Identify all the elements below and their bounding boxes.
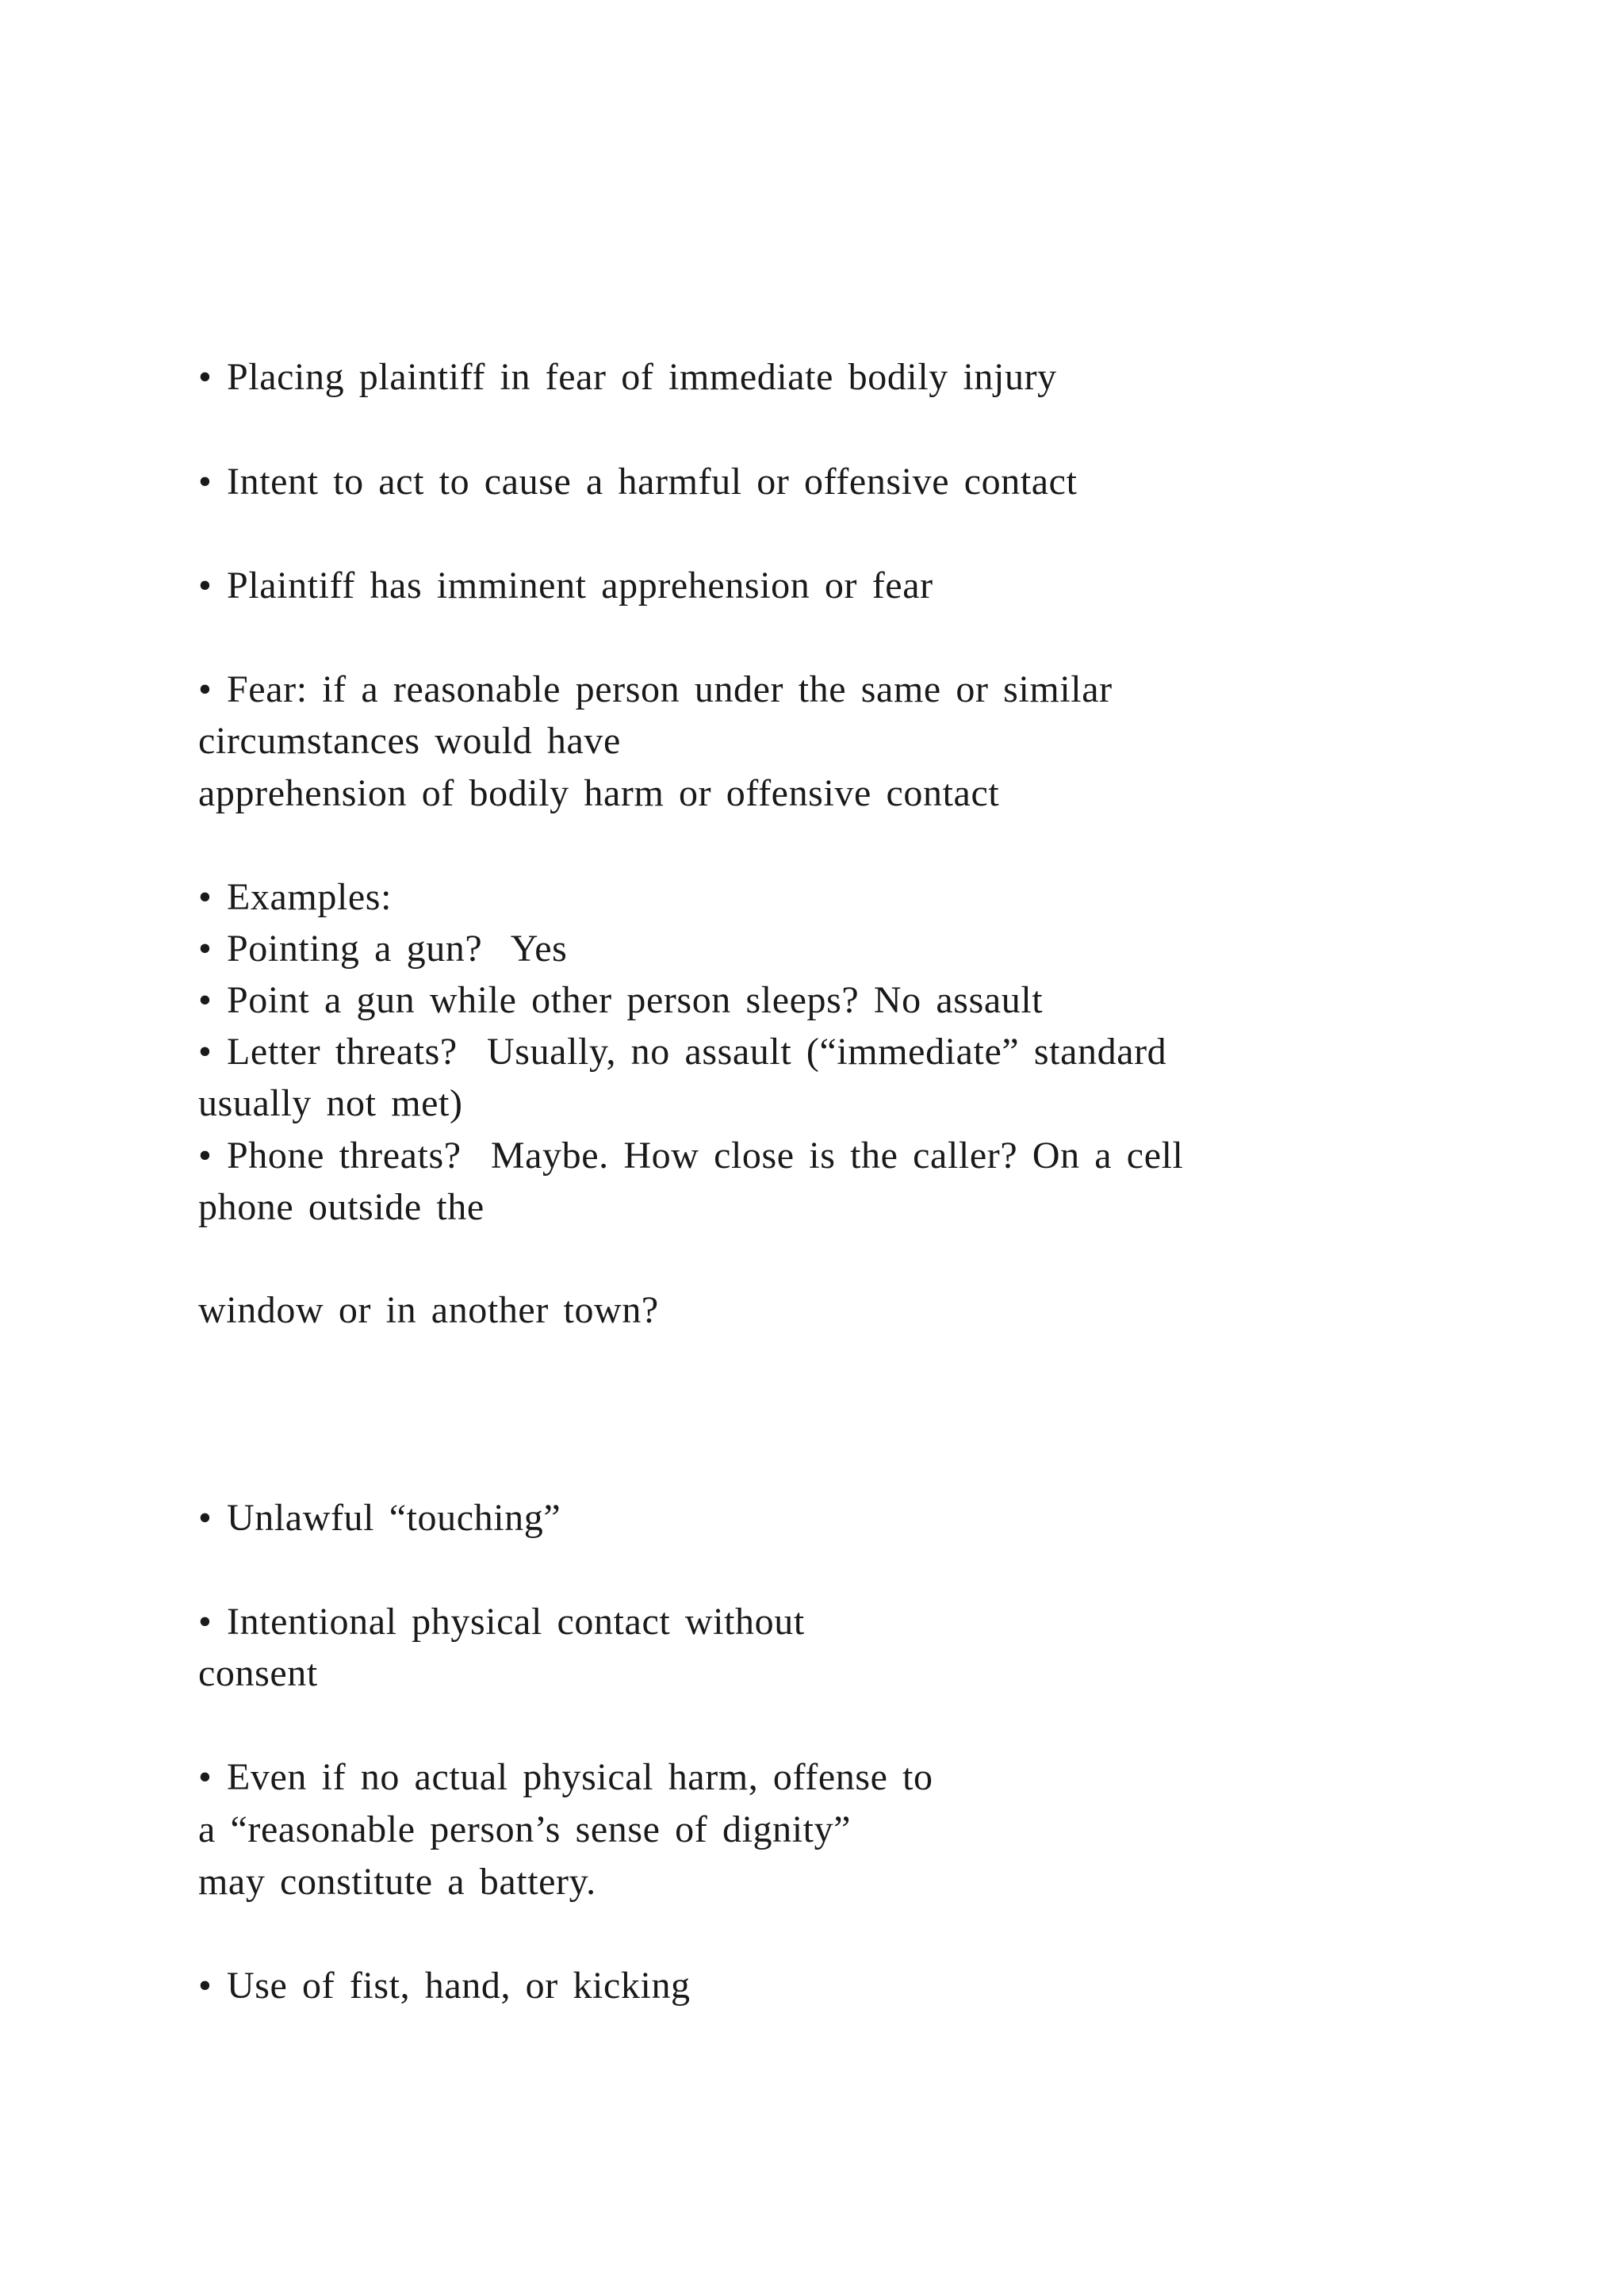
bullet-fist-hand-kicking: • Use of fist, hand, or kicking <box>198 1965 691 2007</box>
no-actual-harm-continued-2: may constitute a battery. <box>198 1861 596 1903</box>
no-actual-harm-continued: a “reasonable person’s sense of dignity” <box>198 1808 852 1850</box>
bullet-intentional-contact: • Intentional physical contact without <box>198 1601 805 1643</box>
bullet-gun-while-sleeping: • Point a gun while other person sleeps? No assault <box>198 979 1044 1021</box>
bullet-intent-to-act: • Intent to act to cause a harmful or offensive contact <box>198 461 1078 503</box>
phone-threats-continued: phone outside the <box>198 1186 485 1228</box>
bullet-unlawful-touching: • Unlawful “touching” <box>198 1497 561 1539</box>
bullet-examples-heading: • Examples: <box>198 876 393 918</box>
bullet-phone-threats: • Phone threats? Maybe. How close is the caller? On a cell <box>198 1135 1184 1177</box>
bullet-no-actual-harm: • Even if no actual physical harm, offense to <box>198 1756 933 1798</box>
bullet-letter-threats: • Letter threats? Usually, no assault (“immediate” standard <box>198 1031 1167 1073</box>
phone-threats-continued-2: window or in another town? <box>198 1289 659 1331</box>
bullet-fear-of-injury: • Placing plaintiff in fear of immediate bodily injury <box>198 356 1057 398</box>
letter-threats-continued: usually not met) <box>198 1082 463 1124</box>
bullet-pointing-gun: • Pointing a gun? Yes <box>198 928 568 970</box>
bullet-imminent-apprehension: • Plaintiff has imminent apprehension or fear <box>198 564 933 607</box>
fear-definition-continued: circumstances would have <box>198 720 621 762</box>
intentional-contact-continued: consent <box>198 1652 318 1694</box>
fear-definition-continued-2: apprehension of bodily harm or offensive contact <box>198 772 1000 814</box>
bullet-fear-definition: • Fear: if a reasonable person under the same or similar <box>198 668 1113 710</box>
